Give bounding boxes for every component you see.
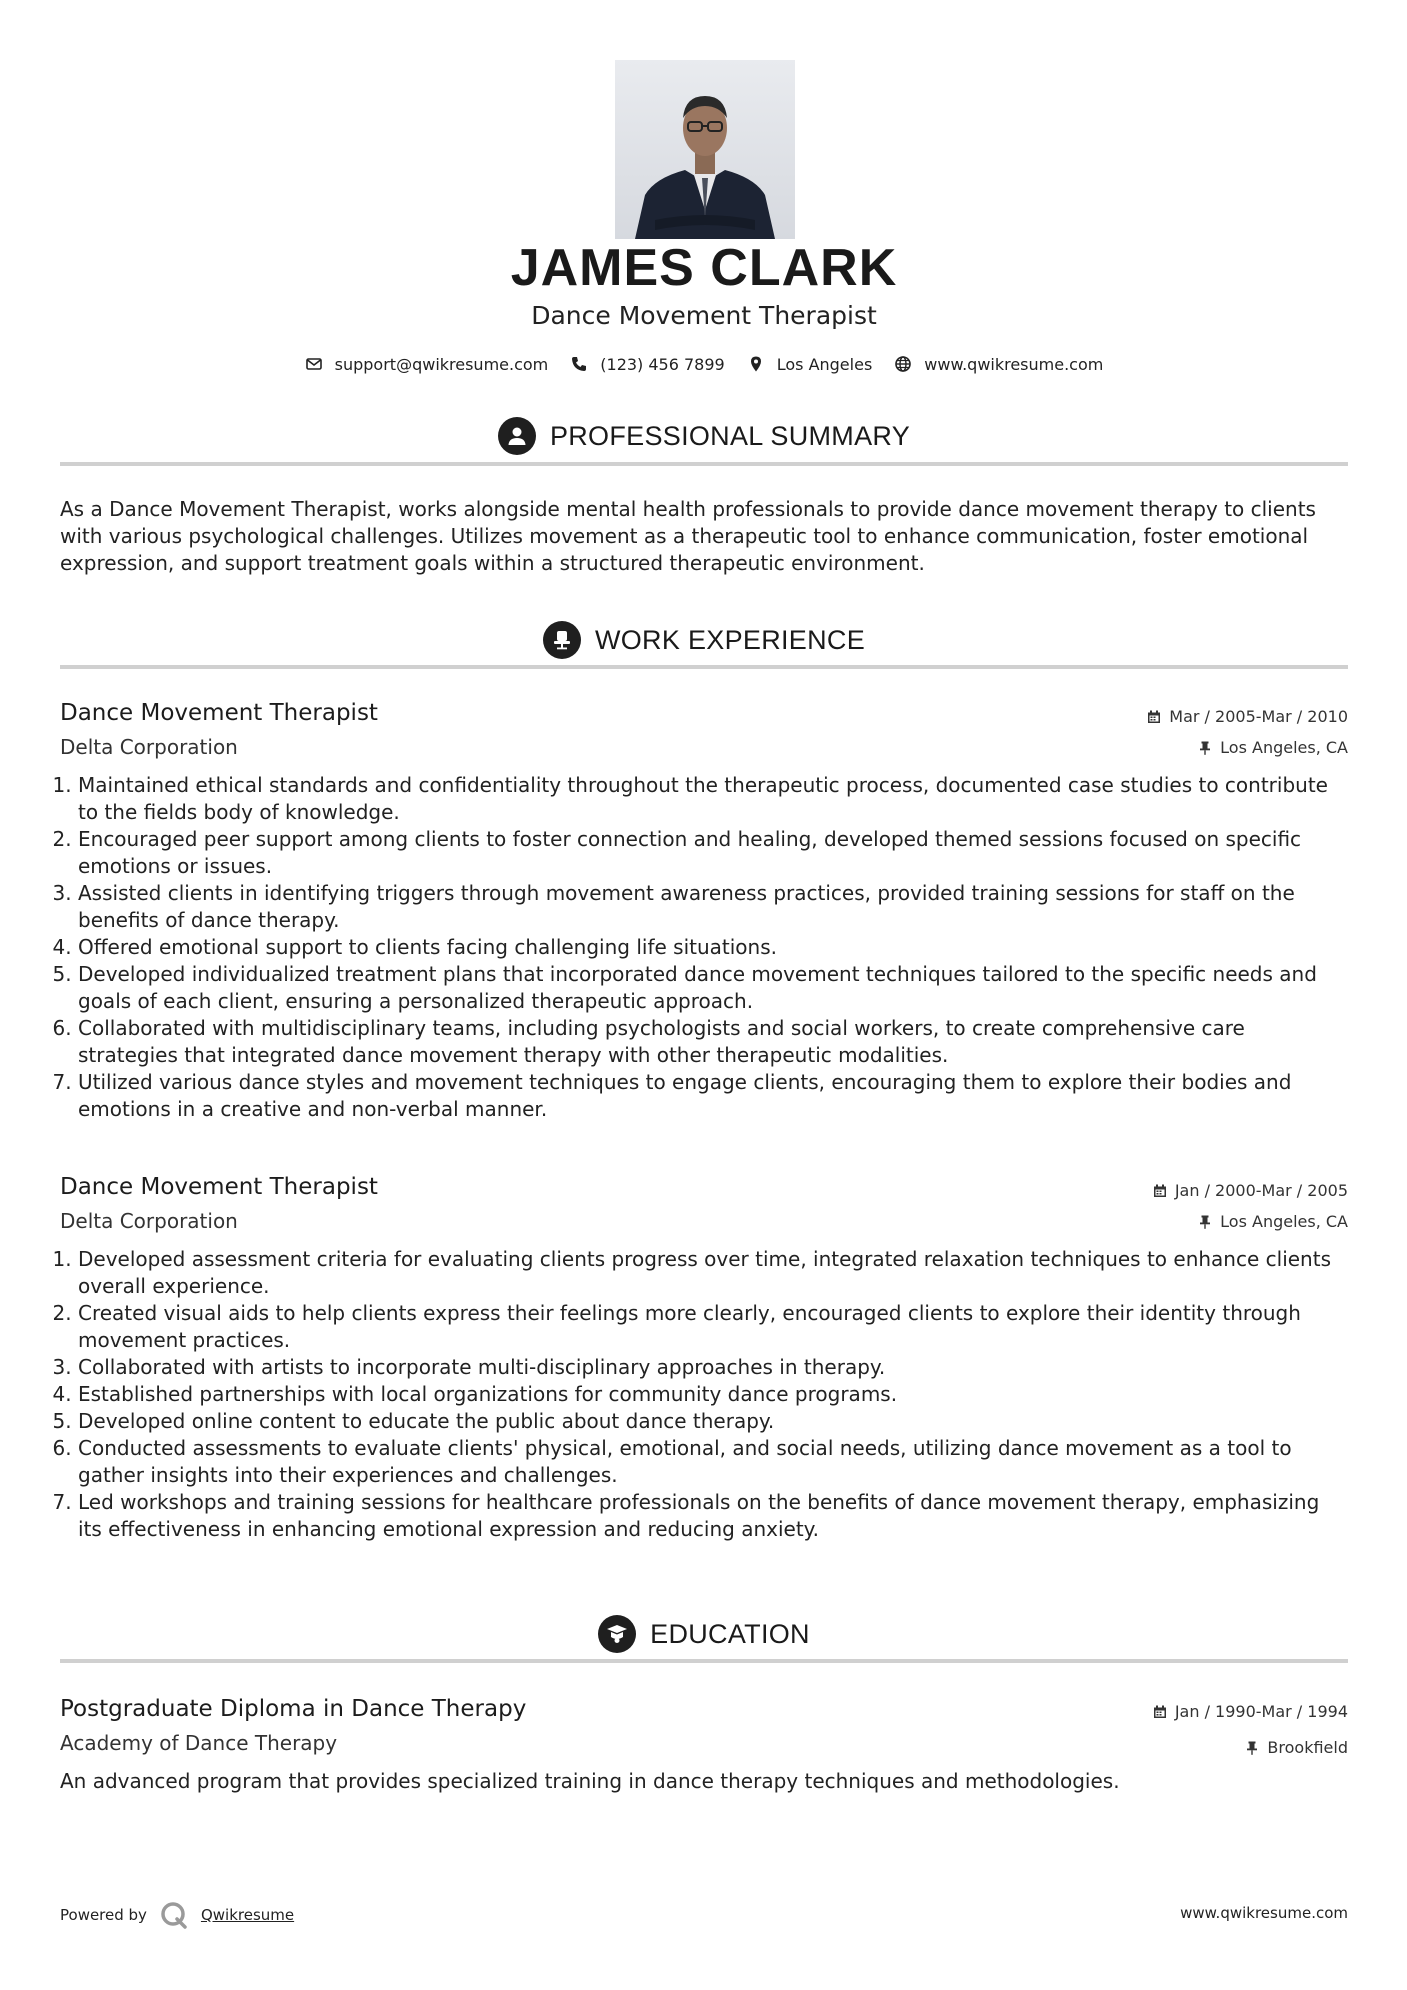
contact-location	[747, 355, 873, 374]
contact-email[interactable]	[305, 355, 549, 374]
globe-icon	[894, 355, 912, 373]
job-dates	[1147, 707, 1348, 726]
summary-heading-text: PROFESSIONAL SUMMARY	[549, 420, 911, 451]
job-company: Delta Corporation	[60, 735, 238, 759]
education-dates-text: Jan / 1990-Mar / 1994	[1174, 1702, 1348, 1721]
calendar-icon	[1153, 1705, 1167, 1719]
experience-heading-text: WORK EXPERIENCE	[594, 624, 866, 655]
education-heading	[60, 1612, 1348, 1656]
education-location-text: Brookfield	[1267, 1738, 1348, 1757]
contact-website[interactable]	[894, 355, 1103, 374]
degree-title: Postgraduate Diploma in Dance Therapy	[60, 1696, 527, 1722]
bullet-item: 3. Assisted clients in identifying triggers through movement awareness practices, provided training sessions for staff on the benefits of dance therapy.	[78, 880, 1348, 934]
bullet-item: 2. Created visual aids to help clients express their feelings more clearly, encouraged clients to explore their identity through movement practices.	[78, 1300, 1348, 1354]
job-dates-text: Jan / 2000-Mar / 2005	[1174, 1181, 1348, 1200]
contact-phone[interactable]	[570, 355, 724, 374]
bullet-item: 5. Developed online content to educate the public about dance therapy.	[78, 1408, 1348, 1435]
education-location	[1245, 1738, 1348, 1757]
job-location	[1198, 1212, 1348, 1231]
graduation-icon	[598, 1615, 636, 1653]
bullet-item: 7. Utilized various dance styles and movement techniques to engage clients, encouraging them to explore their bodies and emotions in a creative and non-verbal manner.	[78, 1069, 1348, 1123]
job-company: Delta Corporation	[60, 1209, 238, 1233]
footer-website-link[interactable]: www.qwikresume.com	[1180, 1904, 1348, 1922]
summary-heading	[60, 414, 1348, 458]
school-name: Academy of Dance Therapy	[60, 1731, 338, 1755]
resume-page	[60, 0, 1348, 1990]
map-pin-icon	[747, 355, 765, 373]
calendar-icon	[1147, 710, 1161, 724]
education-description: An advanced program that provides specialized training in dance therapy techniques and methodologies.	[60, 1769, 1120, 1793]
job-location-text: Los Angeles, CA	[1220, 1212, 1348, 1231]
profile-photo	[615, 60, 795, 239]
pushpin-icon	[1198, 1215, 1212, 1229]
email-text: support@qwikresume.com	[334, 354, 549, 374]
job-entry	[60, 698, 1348, 1123]
bullet-item: 2. Encouraged peer support among clients to foster connection and healing, developed themed sessions focused on specific emotions or issues.	[78, 826, 1348, 880]
user-circle-icon	[498, 417, 536, 455]
phone-icon	[570, 355, 588, 373]
bullet-item: 4. Offered emotional support to clients facing challenging life situations.	[78, 934, 1348, 961]
bullet-item: 3. Collaborated with artists to incorporate multi-disciplinary approaches in therapy.	[78, 1354, 1348, 1381]
website-text: www.qwikresume.com	[924, 354, 1104, 374]
section-divider	[60, 462, 1348, 466]
summary-text: As a Dance Movement Therapist, works alongside mental health professionals to provide dance movement therapy to clients with various psychological challenges. Utilizes movement as a therapeutic tool to enhance communication, foster emotional expression, and support treatment goals within a structured therapeutic environment.	[60, 497, 1316, 575]
powered-by-label: Powered by	[60, 1906, 147, 1924]
job-bullets	[60, 772, 1348, 1123]
bullet-item: 1. Maintained ethical standards and confidentiality throughout the therapeutic process, documented case studies to contribute to the fields body of knowledge.	[78, 772, 1348, 826]
candidate-title: Dance Movement Therapist	[531, 301, 877, 330]
qwikresume-logo-icon	[159, 1900, 189, 1930]
office-chair-icon	[543, 621, 581, 659]
contact-bar	[60, 350, 1348, 378]
job-location-text: Los Angeles, CA	[1220, 738, 1348, 757]
envelope-icon	[305, 355, 323, 373]
pushpin-icon	[1198, 741, 1212, 755]
bullet-item: 7. Led workshops and training sessions for healthcare professionals on the benefits of dance movement therapy, emphasizing its effectiveness in enhancing emotional expression and reducing anxiety.	[78, 1489, 1348, 1543]
job-title: Dance Movement Therapist	[60, 1174, 378, 1200]
job-dates	[1153, 1181, 1348, 1200]
bullet-item: 1. Developed assessment criteria for evaluating clients progress over time, integrated relaxation techniques to enhance clients overall experience.	[78, 1246, 1348, 1300]
candidate-name: JAMES CLARK	[510, 239, 898, 297]
bullet-item: 6. Collaborated with multidisciplinary teams, including psychologists and social workers, to create comprehensive care strategies that integrated dance movement therapy with other therapeutic modalities.	[78, 1015, 1348, 1069]
job-bullets	[60, 1246, 1348, 1543]
job-location	[1198, 738, 1348, 757]
experience-heading	[60, 618, 1348, 662]
section-divider	[60, 665, 1348, 669]
education-entry	[60, 1694, 1348, 1795]
job-title: Dance Movement Therapist	[60, 700, 378, 726]
job-entry	[60, 1172, 1348, 1543]
qwikresume-link[interactable]: Qwikresume	[200, 1906, 295, 1924]
location-text: Los Angeles	[776, 354, 873, 374]
calendar-icon	[1153, 1184, 1167, 1198]
section-divider	[60, 1659, 1348, 1663]
job-dates-text: Mar / 2005-Mar / 2010	[1169, 707, 1348, 726]
bullet-item: 6. Conducted assessments to evaluate clients' physical, emotional, and social needs, utilizing dance movement as a tool to gather insights into their experiences and challenges.	[78, 1435, 1348, 1489]
bullet-item: 4. Established partnerships with local organizations for community dance programs.	[78, 1381, 1348, 1408]
bullet-item: 5. Developed individualized treatment plans that incorporated dance movement techniques tailored to the specific needs and goals of each client, ensuring a personalized therapeutic approach.	[78, 961, 1348, 1015]
education-dates	[1153, 1702, 1348, 1721]
footer-powered-by	[60, 1900, 294, 1930]
education-heading-text: EDUCATION	[650, 1618, 810, 1649]
phone-text: (123) 456 7899	[600, 354, 725, 374]
pushpin-icon	[1245, 1741, 1259, 1755]
